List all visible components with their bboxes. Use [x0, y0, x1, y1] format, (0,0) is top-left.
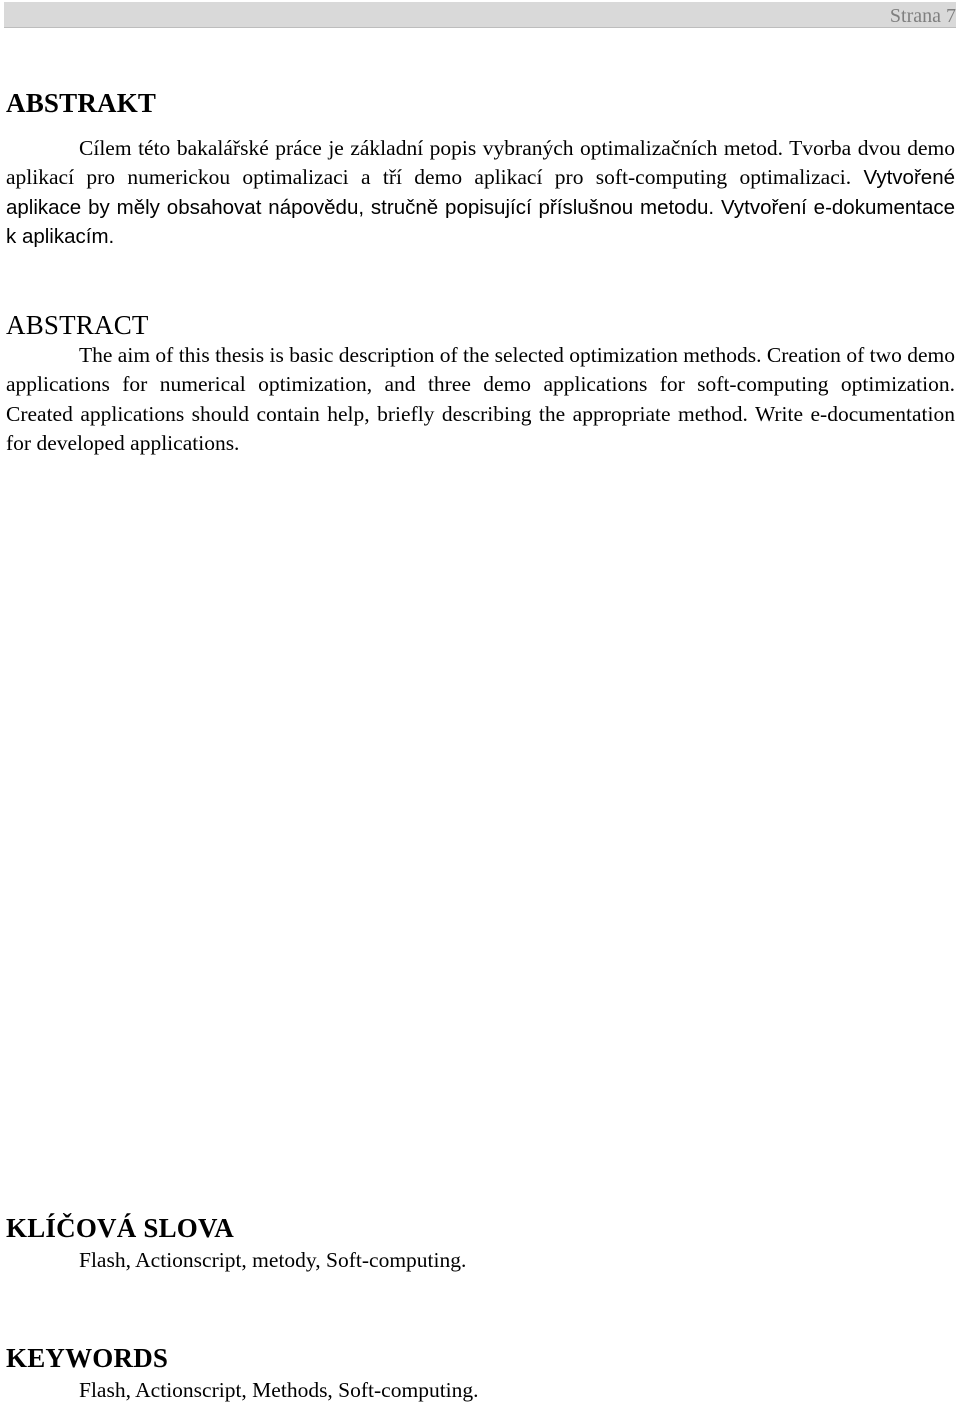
- keywords-heading: KEYWORDS: [6, 1343, 169, 1373]
- keywords-text: Flash, Actionscript, Methods, Soft-computing.: [79, 1378, 479, 1402]
- abstrakt-paragraph: [6, 134, 955, 251]
- abstrakt-text-serif: Cílem této bakalářské práce je základní popis vybraných optimalizačních metod. Tvorba dvou demo aplikací pro numerickou optimalizaci a tří demo aplikací pro soft-computing optimalizaci.: [6, 136, 955, 190]
- abstract-paragraph: The aim of this thesis is basic description of the selected optimization methods. Creation of two demo applications for numerical optimization, and three demo applications for soft-computing optimization. Created applications should contain help, briefly describing the appropriate method. Write e-documentation for developed applications.: [6, 343, 955, 455]
- page-header: [4, 2, 956, 28]
- klicova-slova-heading: KLÍČOVÁ SLOVA: [6, 1213, 234, 1243]
- abstract-heading: ABSTRACT: [6, 310, 149, 340]
- abstrakt-text-sans: Vytvořené aplikace by měly obsahovat nápovědu, stručně popisující příslušnou metodu. Vytvoření e-dokumentace k aplikacím.: [6, 166, 955, 248]
- abstrakt-heading: ABSTRAKT: [6, 88, 157, 118]
- page-number: Strana 7: [889, 5, 956, 27]
- klicova-slova-text: Flash, Actionscript, metody, Soft-computing.: [79, 1248, 467, 1272]
